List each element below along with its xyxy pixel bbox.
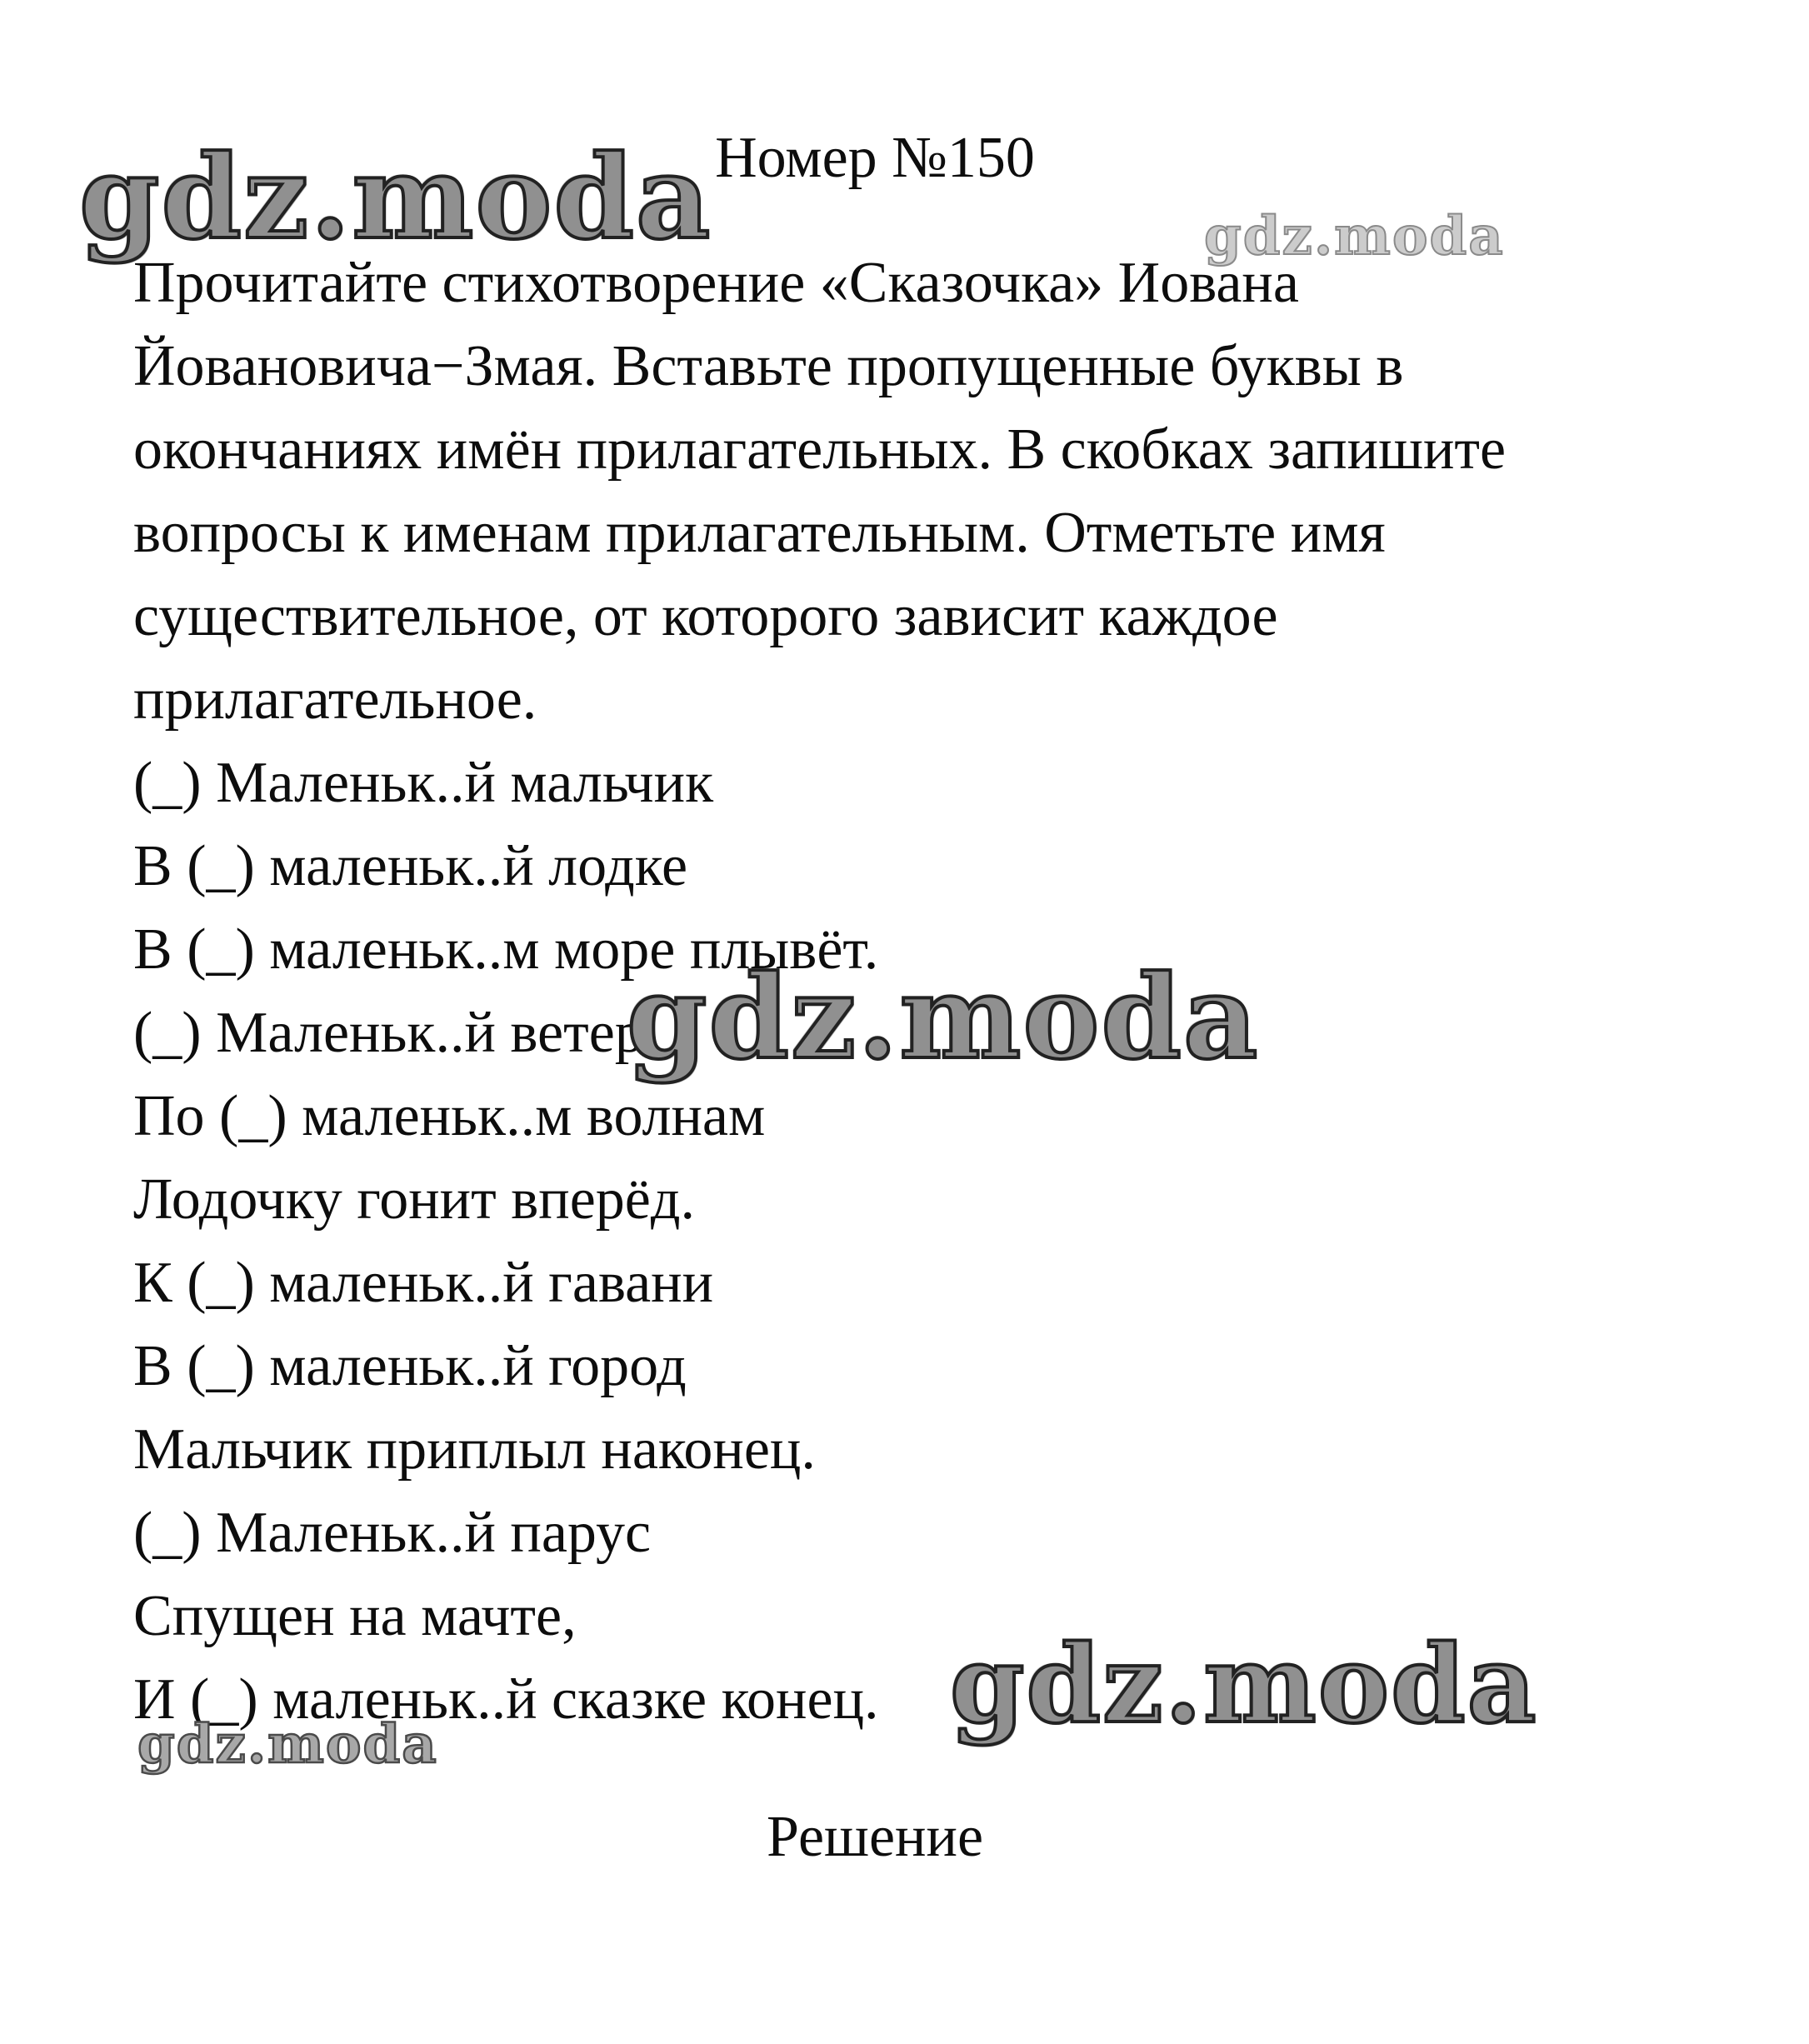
watermark-top-right: gdz.moda xyxy=(1204,205,1505,267)
watermark-bottom-right: gdz.moda xyxy=(950,1622,1538,1747)
poem-line: (_) Маленьк..й ветер xyxy=(133,1001,644,1065)
task-line: вопросы к именам прилагательным. Отметьте имя xyxy=(133,501,1386,565)
poem-line: (_) Маленьк..й мальчик xyxy=(133,751,714,815)
watermark-bottom-left: gdz.moda xyxy=(137,1713,438,1776)
task-line: Йовановича−Змая. Вставьте пропущенные буквы в xyxy=(133,334,1404,398)
poem-line: В (_) маленьк..й город xyxy=(133,1334,687,1398)
poem-line: Лодочку гонит вперёд. xyxy=(133,1167,695,1232)
poem-line: В (_) маленьк..й лодке xyxy=(133,834,688,898)
poem-line: К (_) маленьк..й гавани xyxy=(133,1251,714,1315)
poem-line: В (_) маленьк..м море плывёт. xyxy=(133,917,879,982)
solution-heading: Решение xyxy=(766,1805,984,1869)
poem-line: И (_) маленьк..й сказке конец. xyxy=(133,1667,879,1732)
task-line: прилагательное. xyxy=(133,667,537,732)
watermark-middle: gdz.moda xyxy=(627,949,1260,1085)
watermark-top-left: gdz.moda xyxy=(79,129,712,265)
task-and-poem-text xyxy=(133,242,1506,1742)
task-line: Прочитайте стихотворение «Сказочка» Иована xyxy=(133,251,1299,315)
page-title: Номер №150 xyxy=(715,126,1035,190)
poem-line: Мальчик приплыл наконец. xyxy=(133,1417,816,1482)
task-line: окончаниях имён прилагательных. В скобках запишите xyxy=(133,417,1507,482)
poem-line: Спущен на мачте, xyxy=(133,1584,577,1648)
poem-line: (_) Маленьк..й парус xyxy=(133,1501,652,1565)
task-line: существительное, от которого зависит каждое xyxy=(133,584,1278,648)
poem-line: По (_) маленьк..м волнам xyxy=(133,1084,766,1148)
